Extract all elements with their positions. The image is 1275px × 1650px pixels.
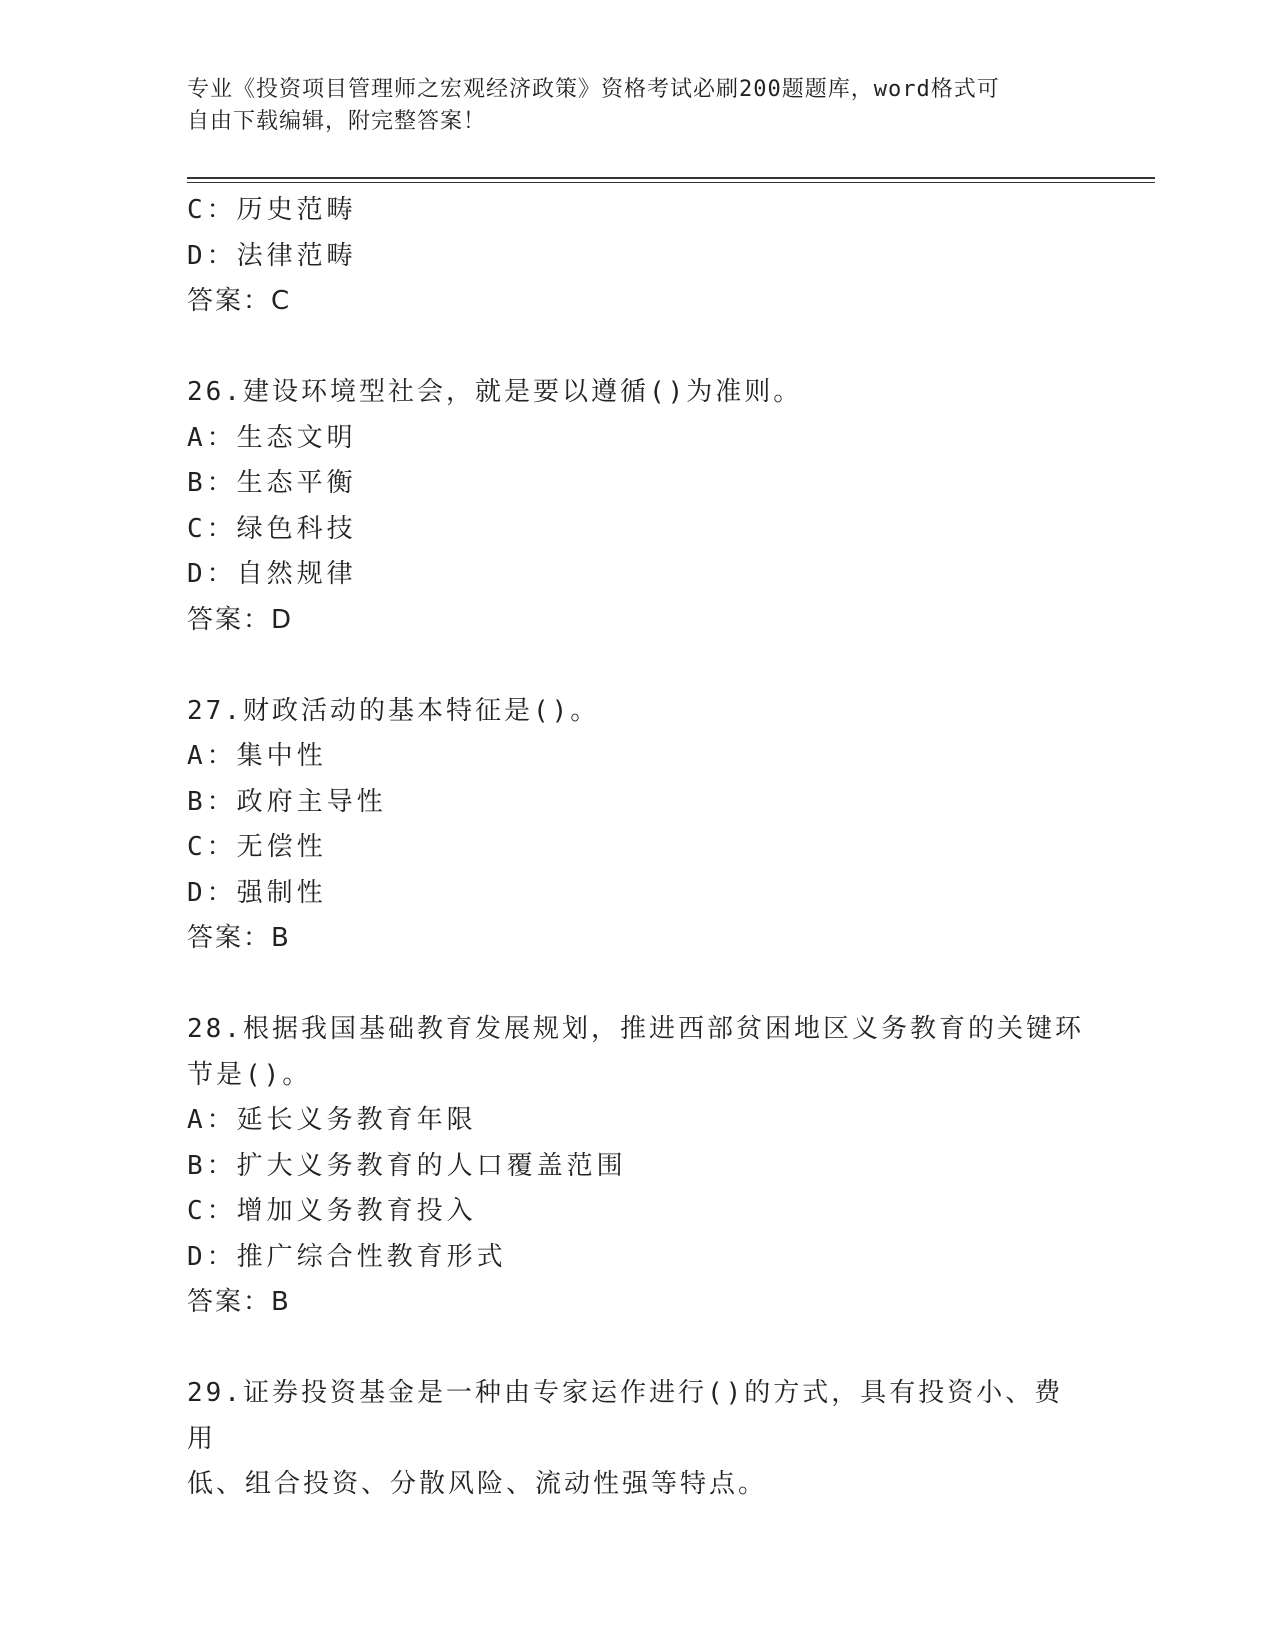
question-28: [187, 1007, 1087, 1326]
answer: 答案：D: [187, 604, 294, 635]
option-a: A：生态文明: [187, 422, 357, 453]
document-header: [187, 74, 1087, 138]
question-text: 26.建设环境型社会，就是要以遵循()为准则。: [187, 377, 803, 407]
question-text-line-1: 29.证券投资基金是一种由专家运作进行()的方式，具有投资小、费用: [187, 1378, 1064, 1454]
header-rule-thin: [187, 182, 1155, 183]
option-d: D：推广综合性教育形式: [187, 1241, 507, 1272]
prev-option-c: C：历史范畴: [187, 195, 357, 225]
header-line-1: 专业《投资项目管理师之宏观经济政策》资格考试必刷200题题库，word格式可: [187, 77, 1000, 102]
option-b: B：政府主导性: [187, 786, 387, 817]
option-c: C：绿色科技: [187, 513, 357, 544]
option-a: A：延长义务教育年限: [187, 1105, 477, 1135]
answer: 答案：B: [187, 1287, 291, 1317]
question-27: [187, 689, 1087, 962]
option-c: C：增加义务教育投入: [187, 1196, 477, 1226]
option-d: D：强制性: [187, 877, 327, 908]
question-text-line-2: 节是()。: [187, 1059, 312, 1090]
option-d: D：自然规律: [187, 559, 357, 589]
question-29: [187, 1371, 1087, 1508]
question-text: 27.财政活动的基本特征是()。: [187, 695, 600, 726]
question-26: [187, 370, 1087, 643]
option-a: A：集中性: [187, 741, 327, 771]
question-content: [187, 188, 1087, 1508]
header-rule-thick: [187, 177, 1155, 179]
question-text-line-2: 低、组合投资、分散风险、流动性强等特点。: [187, 1469, 768, 1499]
option-c: C：无偿性: [187, 832, 327, 862]
answer: 答案：B: [187, 923, 291, 953]
option-b: B：生态平衡: [187, 468, 357, 498]
header-line-2: 自由下载编辑，附完整答案！: [187, 109, 487, 134]
option-b: B：扩大义务教育的人口覆盖范围: [187, 1150, 627, 1181]
prev-answer: 答案：C: [187, 286, 292, 316]
prev-option-d: D：法律范畴: [187, 240, 357, 271]
question-text-line-1: 28.根据我国基础教育发展规划，推进西部贫困地区义务教育的关键环: [187, 1014, 1084, 1044]
